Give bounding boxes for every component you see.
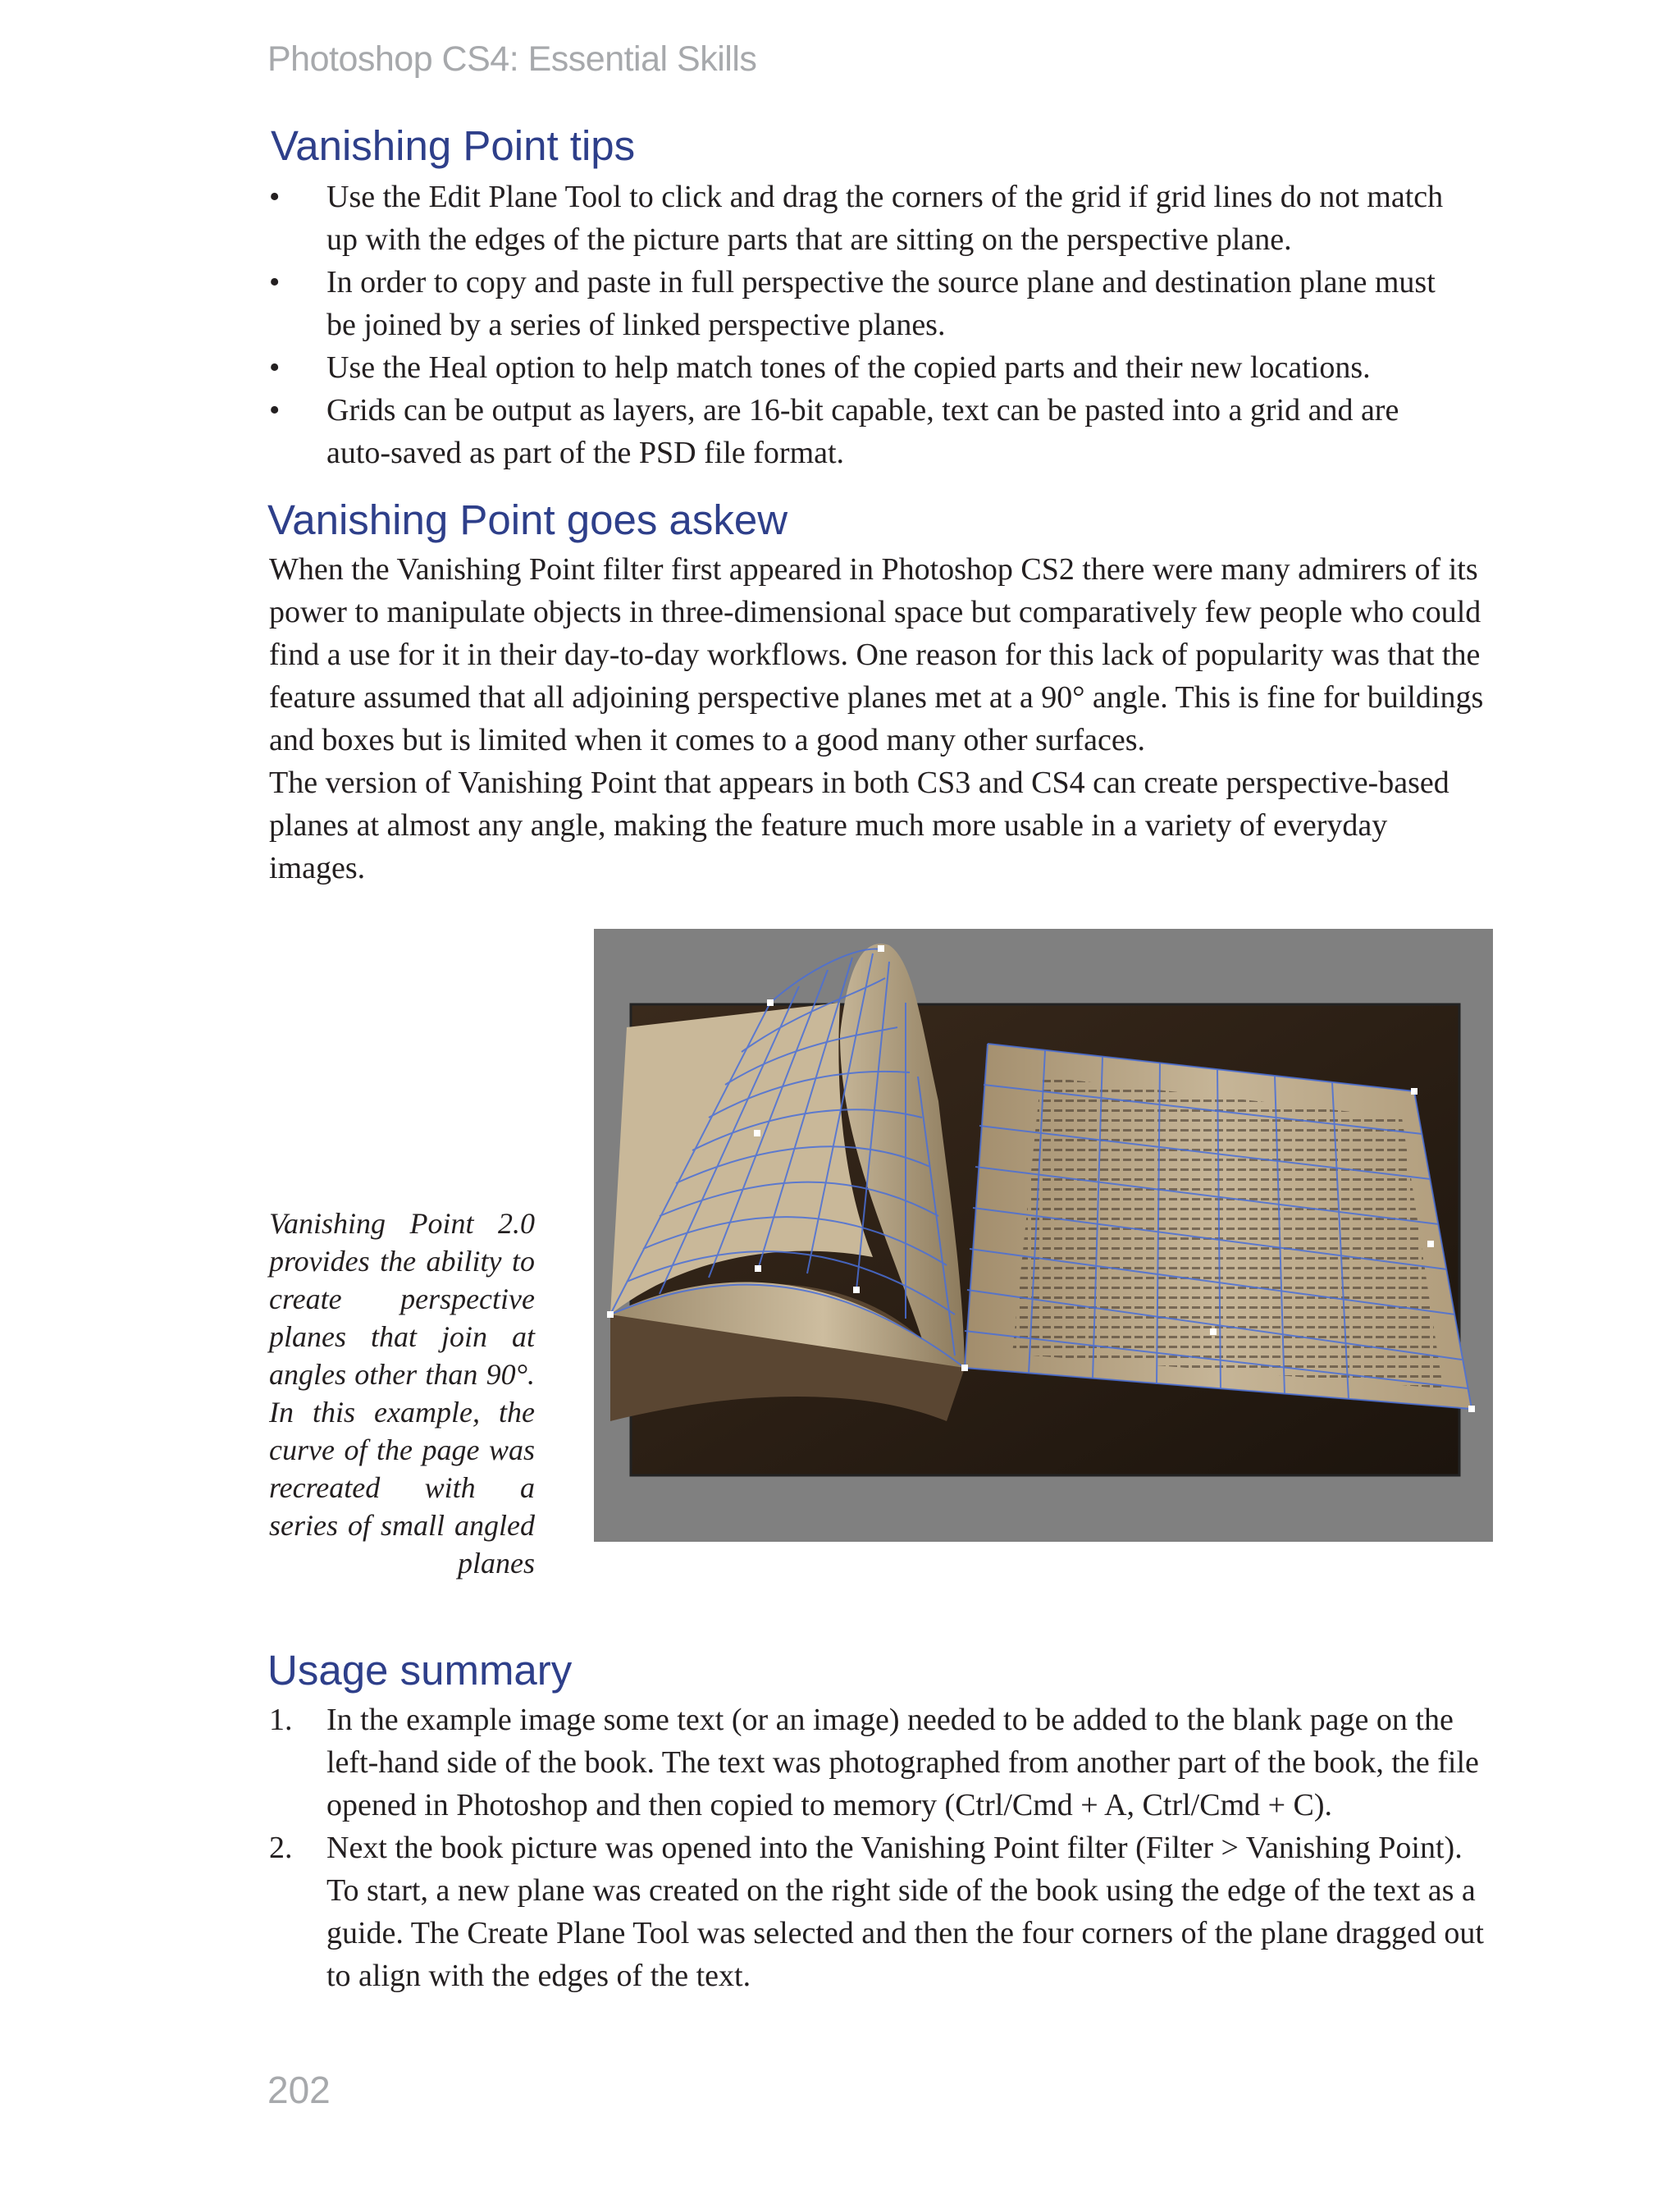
tips-item xyxy=(269,261,1459,346)
usage-item xyxy=(269,1827,1500,1997)
usage-item-number: 2. xyxy=(269,1831,293,1865)
usage-item-text: In the example image some text (or an image) needed to be added to the blank page on the left-hand side of the book. The text was photographed from another part of the book, the file opened in Photoshop and then copied to memory (Ctrl/Cmd + A, Ctrl/Cmd + C). xyxy=(326,1703,1479,1822)
tips-item-text: In order to copy and paste in full perspective the source plane and destination plane must be joined by a series of linked perspective planes. xyxy=(326,265,1436,342)
usage-item-number: 1. xyxy=(269,1703,293,1737)
usage-list xyxy=(269,1699,1500,1997)
bullet-marker: • xyxy=(269,180,281,214)
askew-paragraph: When the Vanishing Point filter first appeared in Photoshop CS2 there were many admirers of its power to manipulate objects in three-dimensional space but comparatively few people who could find a use for it in their day-to-day workflows. One reason for this lack of popularity was that the feature assumed that all adjoining perspective planes met at a 90° angle. This is fine for buildings and boxes but is limited when it comes to a good many other surfaces. xyxy=(269,552,1484,757)
tips-item-text: Grids can be output as layers, are 16-bit capable, text can be pasted into a grid and are auto-saved as part of the PSD file format. xyxy=(326,393,1399,470)
page-number: 202 xyxy=(267,2069,331,2111)
figure-image xyxy=(594,929,1493,1542)
right-page-text xyxy=(1012,1077,1443,1388)
askew-heading: Vanishing Point goes askew xyxy=(267,496,788,543)
bullet-marker: • xyxy=(269,265,281,299)
tips-item xyxy=(269,176,1459,261)
usage-item xyxy=(269,1699,1500,1827)
usage-item-text: Next the book picture was opened into the Vanishing Point filter (Filter > Vanishing Point). To start, a new plane was created on the right side of the book using the edge of the text as a guide. The Create Plane Tool was selected and then the four corners of the plane dragged out to align with the edges of the text. xyxy=(326,1831,1484,1993)
bullet-marker: • xyxy=(269,350,281,385)
askew-body xyxy=(269,548,1490,889)
running-head: Photoshop CS4: Essential Skills xyxy=(267,39,757,79)
book-illustration xyxy=(594,929,1493,1542)
askew-paragraph: The version of Vanishing Point that appears in both CS3 and CS4 can create perspective-based planes at almost any angle, making the feature much more usable in a variety of everyday images. xyxy=(269,766,1449,885)
usage-heading: Usage summary xyxy=(267,1647,573,1694)
tips-item xyxy=(269,389,1459,474)
tips-heading: Vanishing Point tips xyxy=(271,122,636,169)
tips-item-text: Use the Heal option to help match tones of the copied parts and their new locations. xyxy=(326,350,1371,385)
figure-caption: Vanishing Point 2.0 provides the ability to create perspective planes that join at angles other than 90°. In this example, the curve of the page was recreated with a series of small angled planes xyxy=(269,1207,535,1580)
bullet-marker: • xyxy=(269,393,281,427)
tips-item-text: Use the Edit Plane Tool to click and drag the corners of the grid if grid lines do not match up with the edges of the picture parts that are sitting on the perspective plane. xyxy=(326,180,1444,257)
tips-item xyxy=(269,346,1459,389)
tips-list xyxy=(269,176,1459,474)
